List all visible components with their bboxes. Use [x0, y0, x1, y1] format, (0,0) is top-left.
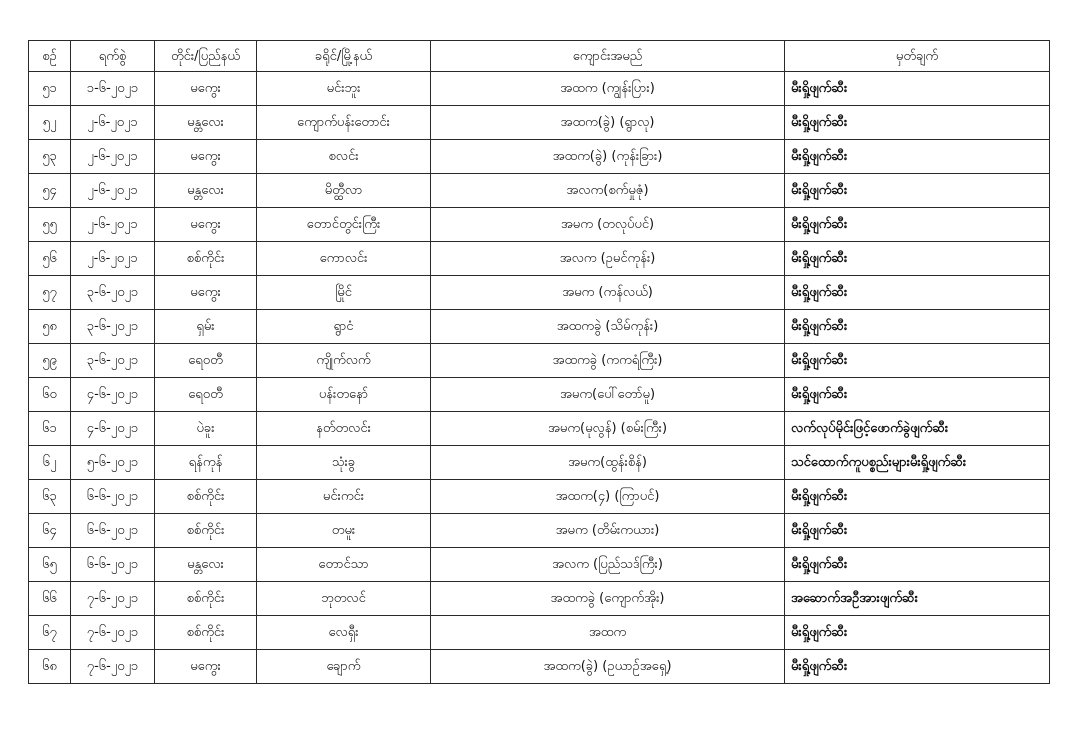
- cell-region-state: စစ်ကိုင်း: [155, 514, 257, 548]
- table-header-row: [29, 41, 1050, 72]
- cell-serial-number: ၆၂: [29, 446, 71, 480]
- cell-district-township: မိတ္ထီလာ: [257, 174, 431, 208]
- cell-serial-number: ၆၅: [29, 548, 71, 582]
- cell-district-township: တမူး: [257, 514, 431, 548]
- table-row: [29, 650, 1050, 684]
- header-serial-number: စဉ်: [29, 41, 71, 72]
- cell-district-township: ကျိုက်လက်: [257, 344, 431, 378]
- cell-region-state: စစ်ကိုင်း: [155, 480, 257, 514]
- table-row: [29, 242, 1050, 276]
- cell-serial-number: ၆၁: [29, 412, 71, 446]
- cell-serial-number: ၅၃: [29, 140, 71, 174]
- cell-serial-number: ၆၈: [29, 650, 71, 684]
- cell-remarks: မီးရှို့ဖျက်ဆီး: [785, 344, 1050, 378]
- cell-serial-number: ၅၅: [29, 208, 71, 242]
- table-body: [29, 72, 1050, 684]
- cell-region-state: ရေဝတီ: [155, 378, 257, 412]
- cell-date: ၇-၆-၂၀၂၁: [71, 650, 155, 684]
- cell-remarks: မီးရှို့ဖျက်ဆီး: [785, 174, 1050, 208]
- cell-district-township: လေရှီး: [257, 616, 431, 650]
- cell-date: ၂-၆-၂၀၂၁: [71, 242, 155, 276]
- cell-date: ၂-၆-၂၀၂၁: [71, 106, 155, 140]
- cell-region-state: မန္တလေး: [155, 106, 257, 140]
- cell-school-name: အလက(စက်မှုဇုံ): [431, 174, 785, 208]
- table-row: [29, 208, 1050, 242]
- cell-remarks: မီးရှို့ဖျက်ဆီး: [785, 276, 1050, 310]
- cell-school-name: အမက(မုလွန်) (စမ်းကြီး): [431, 412, 785, 446]
- cell-school-name: အမက (တိမ်းကယား): [431, 514, 785, 548]
- cell-region-state: မကွေး: [155, 140, 257, 174]
- cell-school-name: အထက (ကျွန်းပြား): [431, 72, 785, 106]
- cell-district-township: စလင်း: [257, 140, 431, 174]
- table-row: [29, 276, 1050, 310]
- cell-region-state: မန္တလေး: [155, 548, 257, 582]
- cell-school-name: အလက (ဥမင်ကုန်း): [431, 242, 785, 276]
- cell-remarks: မီးရှို့ဖျက်ဆီး: [785, 208, 1050, 242]
- cell-school-name: အမက (တလုပ်ပင်): [431, 208, 785, 242]
- cell-district-township: မင်းကင်း: [257, 480, 431, 514]
- table-row: [29, 582, 1050, 616]
- cell-school-name: အထက: [431, 616, 785, 650]
- cell-remarks: မီးရှို့ဖျက်ဆီး: [785, 480, 1050, 514]
- cell-district-township: သုံးခွ: [257, 446, 431, 480]
- cell-district-township: ပန်းတနော်: [257, 378, 431, 412]
- cell-school-name: အထက(၄) (ကြာပင်): [431, 480, 785, 514]
- cell-serial-number: ၆၆: [29, 582, 71, 616]
- table-row: [29, 616, 1050, 650]
- cell-remarks: မီးရှို့ဖျက်ဆီး: [785, 106, 1050, 140]
- cell-serial-number: ၆၇: [29, 616, 71, 650]
- cell-date: ၄-၆-၂၀၂၁: [71, 378, 155, 412]
- cell-remarks: မီးရှို့ဖျက်ဆီး: [785, 72, 1050, 106]
- header-district-township: ခရိုင်/မြို့နယ်: [257, 41, 431, 72]
- cell-serial-number: ၅၂: [29, 106, 71, 140]
- cell-serial-number: ၅၆: [29, 242, 71, 276]
- cell-region-state: မကွေး: [155, 276, 257, 310]
- table-row: [29, 548, 1050, 582]
- cell-region-state: ပဲခူး: [155, 412, 257, 446]
- cell-date: ၆-၆-၂၀၂၁: [71, 548, 155, 582]
- cell-school-name: အမက (ကန်လယ်): [431, 276, 785, 310]
- cell-school-name: အထကခွဲ (ကျောက်အိုး): [431, 582, 785, 616]
- cell-region-state: စစ်ကိုင်း: [155, 582, 257, 616]
- cell-school-name: အထက(ခွဲ) (ကုန်းခြား): [431, 140, 785, 174]
- cell-remarks: မီးရှို့ဖျက်ဆီး: [785, 140, 1050, 174]
- cell-region-state: ရှမ်း: [155, 310, 257, 344]
- cell-region-state: မကွေး: [155, 72, 257, 106]
- cell-district-township: ချောက်: [257, 650, 431, 684]
- cell-district-township: မင်းဘူး: [257, 72, 431, 106]
- cell-date: ၅-၆-၂၀၂၁: [71, 446, 155, 480]
- cell-remarks: မီးရှို့ဖျက်ဆီး: [785, 548, 1050, 582]
- table-row: [29, 446, 1050, 480]
- cell-date: ၇-၆-၂၀၂၁: [71, 582, 155, 616]
- cell-school-name: အလက (ပြည်သဒ်ကြီး): [431, 548, 785, 582]
- cell-date: ၂-၆-၂၀၂၁: [71, 208, 155, 242]
- cell-remarks: မီးရှို့ဖျက်ဆီး: [785, 514, 1050, 548]
- cell-date: ၂-၆-၂၀၂၁: [71, 140, 155, 174]
- cell-serial-number: ၆၃: [29, 480, 71, 514]
- cell-remarks: လက်လုပ်မိုင်းဖြင့်ဖောက်ခွဲဖျက်ဆီး: [785, 412, 1050, 446]
- table-row: [29, 514, 1050, 548]
- cell-remarks: မီးရှို့ဖျက်ဆီး: [785, 616, 1050, 650]
- cell-remarks: မီးရှို့ဖျက်ဆီး: [785, 242, 1050, 276]
- cell-serial-number: ၅၇: [29, 276, 71, 310]
- header-remarks: မှတ်ချက်: [785, 41, 1050, 72]
- cell-serial-number: ၅၄: [29, 174, 71, 208]
- cell-serial-number: ၅၉: [29, 344, 71, 378]
- cell-district-township: ကောလင်း: [257, 242, 431, 276]
- cell-region-state: မန္တလေး: [155, 174, 257, 208]
- table-row: [29, 106, 1050, 140]
- cell-serial-number: ၆၀: [29, 378, 71, 412]
- table-row: [29, 412, 1050, 446]
- cell-school-name: အထကခွဲ (ကကရံကြီး): [431, 344, 785, 378]
- cell-date: ၆-၆-၂၀၂၁: [71, 480, 155, 514]
- cell-date: ၇-၆-၂၀၂၁: [71, 616, 155, 650]
- cell-district-township: ကျောက်ပန်းတောင်း: [257, 106, 431, 140]
- cell-region-state: ရန်ကုန်: [155, 446, 257, 480]
- header-region-state: တိုင်း/ပြည်နယ်: [155, 41, 257, 72]
- cell-remarks: မီးရှို့ဖျက်ဆီး: [785, 650, 1050, 684]
- header-date: ရက်စွဲ: [71, 41, 155, 72]
- cell-date: ၃-၆-၂၀၂၁: [71, 310, 155, 344]
- table-row: [29, 378, 1050, 412]
- cell-region-state: ရေဝတီ: [155, 344, 257, 378]
- table-row: [29, 72, 1050, 106]
- cell-remarks: မီးရှို့ဖျက်ဆီး: [785, 378, 1050, 412]
- cell-region-state: မကွေး: [155, 650, 257, 684]
- cell-date: ၆-၆-၂၀၂၁: [71, 514, 155, 548]
- cell-date: ၃-၆-၂၀၂၁: [71, 276, 155, 310]
- cell-district-township: မြိုင်: [257, 276, 431, 310]
- cell-district-township: ဘုတလင်: [257, 582, 431, 616]
- table-row: [29, 310, 1050, 344]
- cell-region-state: စစ်ကိုင်း: [155, 616, 257, 650]
- cell-school-name: အထက(ခွဲ) (ရွာလု): [431, 106, 785, 140]
- header-school-name: ကျောင်းအမည်: [431, 41, 785, 72]
- cell-region-state: မကွေး: [155, 208, 257, 242]
- cell-remarks: အဆောက်အဦအားဖျက်ဆီး: [785, 582, 1050, 616]
- table-row: [29, 480, 1050, 514]
- cell-district-township: တောင်တွင်းကြီး: [257, 208, 431, 242]
- cell-school-name: အထက(ခွဲ) (ဥယာဉ်အရှေ့): [431, 650, 785, 684]
- cell-date: ၃-၆-၂၀၂၁: [71, 344, 155, 378]
- table-row: [29, 140, 1050, 174]
- cell-district-township: တောင်သာ: [257, 548, 431, 582]
- cell-school-name: အမက(ပေါ်တော်မူ): [431, 378, 785, 412]
- cell-serial-number: ၅၁: [29, 72, 71, 106]
- cell-date: ၁-၆-၂၀၂၁: [71, 72, 155, 106]
- cell-school-name: အမက(ထွန်းစိန်): [431, 446, 785, 480]
- cell-region-state: စစ်ကိုင်း: [155, 242, 257, 276]
- cell-date: ၂-၆-၂၀၂၁: [71, 174, 155, 208]
- table-row: [29, 344, 1050, 378]
- cell-date: ၄-၆-၂၀၂၁: [71, 412, 155, 446]
- cell-remarks: သင်ထောက်ကူပစ္စည်းများမီးရှို့ဖျက်ဆီး: [785, 446, 1050, 480]
- cell-district-township: နတ်တလင်း: [257, 412, 431, 446]
- cell-serial-number: ၆၄: [29, 514, 71, 548]
- cell-remarks: မီးရှို့ဖျက်ဆီး: [785, 310, 1050, 344]
- school-attack-table: [28, 40, 1050, 684]
- cell-school-name: အထကခွဲ (သိမ်ကုန်း): [431, 310, 785, 344]
- cell-serial-number: ၅၈: [29, 310, 71, 344]
- table-row: [29, 174, 1050, 208]
- cell-district-township: ရွာငံ: [257, 310, 431, 344]
